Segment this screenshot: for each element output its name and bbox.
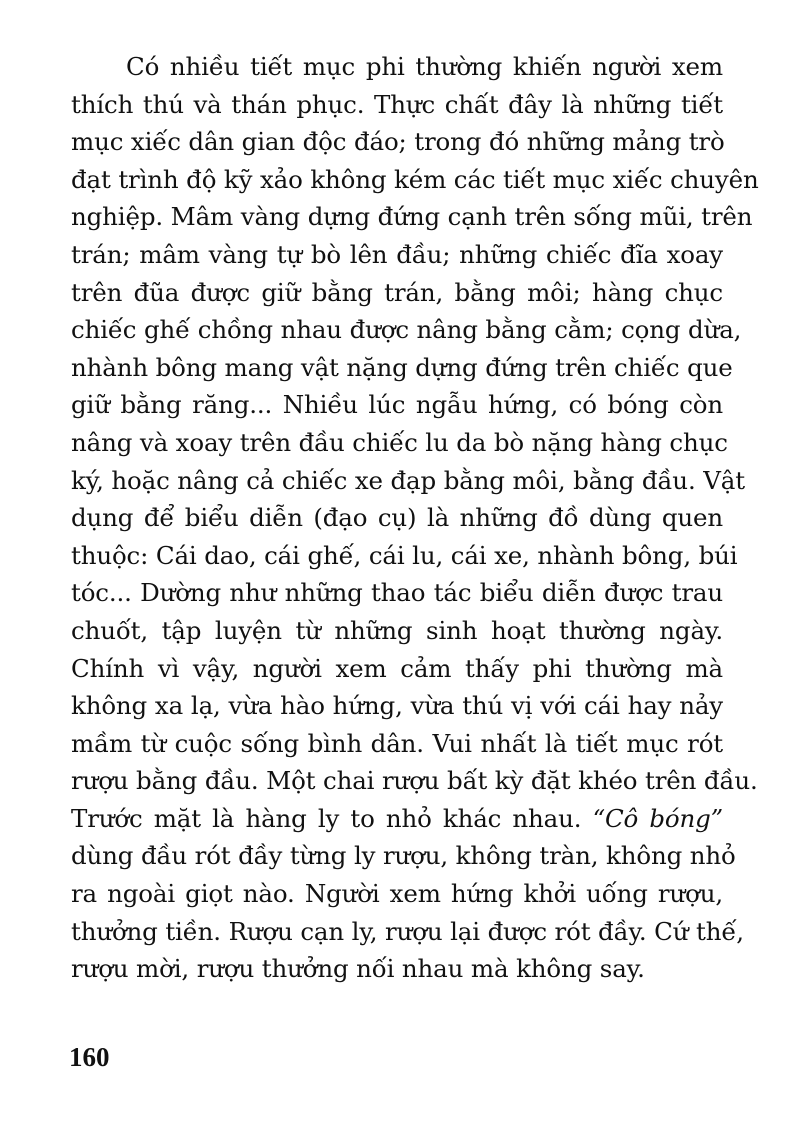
text-line: rượu bằng đầu. Một chai rượu bất kỳ đặt khéo trên đầu.: [71, 766, 758, 796]
text-line: nhành bông mang vật nặng dựng đứng trên chiếc que: [71, 352, 733, 382]
text-line: rượu mời, rượu thưởng nối nhau mà không say.: [71, 954, 645, 984]
text-line: Chính vì vậy, người xem cảm thấy phi thường mà: [71, 653, 723, 683]
text-line: mầm từ cuộc sống bình dân. Vui nhất là tiết mục rót: [71, 728, 723, 758]
text-line: thích thú và thán phục. Thực chất đây là những tiết: [71, 89, 723, 119]
text-line: ký, hoặc nâng cả chiếc xe đạp bằng môi, bằng đầu. Vật: [71, 465, 745, 495]
text-line: mục xiếc dân gian độc đáo; trong đó những mảng trò: [71, 127, 725, 157]
page-number: 160: [69, 1042, 110, 1072]
text-line: dùng đầu rót đầy từng ly rượu, không tràn, không nhỏ: [71, 841, 736, 871]
text-line: nâng và xoay trên đầu chiếc lu da bò nặng hàng chục: [71, 427, 728, 457]
text-line: thưởng tiền. Rượu cạn ly, rượu lại được rót đầy. Cứ thế,: [71, 916, 744, 946]
italic-term: “Cô bóng”: [592, 803, 723, 833]
text-line: nghiệp. Mâm vàng dựng đứng cạnh trên sống mũi, trên: [71, 202, 753, 232]
text-line: [71, 800, 723, 838]
text-line: đạt trình độ kỹ xảo không kém các tiết mục xiếc chuyên: [71, 164, 759, 194]
text-line: giữ bằng răng... Nhiều lúc ngẫu hứng, có bóng còn: [71, 390, 723, 420]
text-line: thuộc: Cái dao, cái ghế, cái lu, cái xe, nhành bông, búi: [71, 540, 738, 570]
text-line: Có nhiều tiết mục phi thường khiến người xem: [126, 52, 723, 81]
text-line: ra ngoài giọt nào. Người xem hứng khởi uống rượu,: [71, 879, 723, 909]
body-paragraph: [71, 48, 759, 988]
text-line: chuốt, tập luyện từ những sinh hoạt thường ngày.: [71, 615, 723, 645]
text-line: trán; mâm vàng tự bò lên đầu; những chiếc đĩa xoay: [71, 239, 723, 269]
text-line-segment: Trước mặt là hàng ly to nhỏ khác nhau.: [71, 803, 593, 833]
text-line: trên đũa được giữ bằng trán, bằng môi; hàng chục: [71, 277, 723, 307]
text-line: dụng để biểu diễn (đạo cụ) là những đồ dùng quen: [71, 503, 723, 533]
text-line: không xa lạ, vừa hào hứng, vừa thú vị với cái hay nảy: [71, 691, 723, 721]
text-line: chiếc ghế chồng nhau được nâng bằng cằm; cọng dừa,: [71, 315, 742, 345]
text-line: tóc... Dường như những thao tác biểu diễn được trau: [71, 578, 723, 608]
